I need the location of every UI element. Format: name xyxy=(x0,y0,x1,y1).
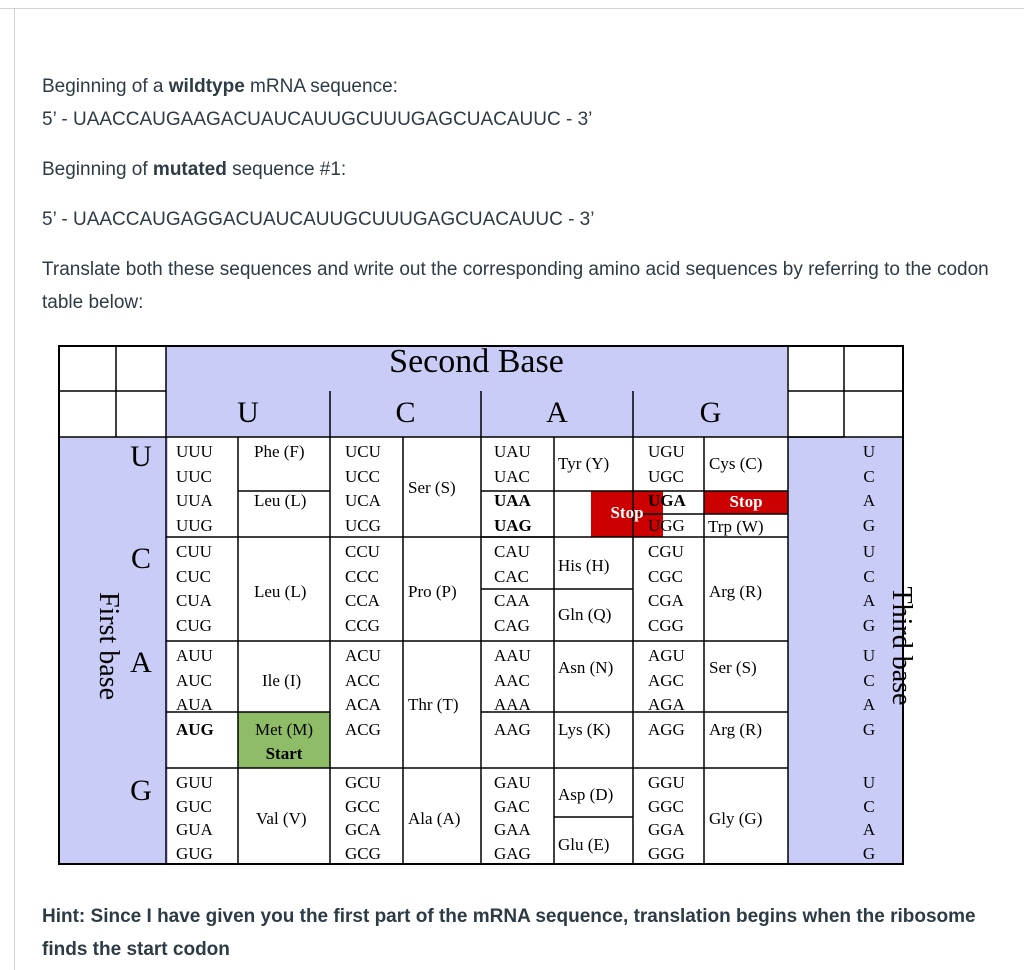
amino-arg1: Arg (R) xyxy=(709,582,763,601)
codon-gcg: GCG xyxy=(345,843,381,863)
third-base-6: A xyxy=(862,591,876,610)
codon-cuc: CUC xyxy=(176,566,211,586)
codon-gaa: GAA xyxy=(494,820,531,839)
third-base-9: C xyxy=(863,670,875,690)
third-base-15: G xyxy=(862,843,876,863)
first-base-a: A xyxy=(130,646,152,679)
codon-uua: UUA xyxy=(176,491,213,510)
codon-acg: ACG xyxy=(345,719,381,739)
amino-tyr: Tyr (Y) xyxy=(558,454,610,473)
codon-gag: GAG xyxy=(494,843,531,863)
codon-table xyxy=(58,343,917,865)
amino-phe: Phe (F) xyxy=(254,442,305,461)
instruction-text: Translate both these sequences and write out the corresponding amino acid sequences by referring to the codon table below: xyxy=(42,259,989,313)
left-divider xyxy=(14,8,15,970)
codon-aau: AAU xyxy=(494,646,531,665)
codon-cca: CCA xyxy=(345,591,380,610)
third-base-14: A xyxy=(862,820,876,839)
wildtype-sequence: 5’ - UAACCAUGAAGACUAUCAUUGCUUUGAGCUACAUUC - 3’ xyxy=(42,109,593,130)
amino-val: Val (V) xyxy=(256,809,307,828)
amino-leu2: Leu (L) xyxy=(254,582,307,601)
codon-cgg: CGG xyxy=(648,615,684,635)
codon-cug: CUG xyxy=(176,615,212,635)
codon-cgc: CGC xyxy=(648,566,683,586)
codon-aaa: AAA xyxy=(494,695,531,714)
amino-ala: Ala (A) xyxy=(408,809,461,828)
third-base-8: U xyxy=(862,646,876,665)
codon-ugu: UGU xyxy=(648,442,685,461)
codon-aga: AGA xyxy=(648,695,685,714)
start-label: Start xyxy=(265,744,303,763)
stop-label-a: Stop xyxy=(610,503,644,522)
amino-his: His (H) xyxy=(558,556,610,575)
codon-cau: CAU xyxy=(494,542,530,561)
codon-agu: AGU xyxy=(648,646,685,665)
third-base-4: U xyxy=(862,542,876,561)
codon-acc: ACC xyxy=(345,670,380,690)
second-base-a: A xyxy=(546,396,568,429)
third-base-12: U xyxy=(862,773,876,792)
codon-gac: GAC xyxy=(494,796,530,816)
codon-gga: GGA xyxy=(648,820,685,839)
amino-lys: Lys (K) xyxy=(558,720,611,739)
first-base-c: C xyxy=(130,542,151,575)
first-base-title: First base xyxy=(93,591,124,701)
amino-met: Met (M) xyxy=(254,720,314,739)
second-base-c: C xyxy=(395,396,416,429)
codon-uga: UGA xyxy=(648,491,686,510)
codon-uuu: UUU xyxy=(176,442,213,461)
codon-ucu: UCU xyxy=(345,442,381,461)
amino-leu1: Leu (L) xyxy=(254,491,307,510)
first-base-u: U xyxy=(130,440,152,473)
codon-uag: UAG xyxy=(494,515,532,535)
third-base-11: G xyxy=(862,719,876,739)
wildtype-block: Beginning of a wildtype mRNA sequence: 5’ - UAACCAUGAAGACUAUCAUUGCUUUGAGCUACAUUC - 3’ xyxy=(42,70,592,136)
codon-cua: CUA xyxy=(176,591,212,610)
amino-cys: Cys (C) xyxy=(709,454,763,473)
amino-glu: Glu (E) xyxy=(558,835,610,854)
codon-aua: AUA xyxy=(176,695,213,714)
codon-auc: AUC xyxy=(176,670,212,690)
amino-asp: Asp (D) xyxy=(558,785,614,804)
codon-ggc: GGC xyxy=(648,796,684,816)
third-base-10: A xyxy=(862,695,876,714)
codon-gua: GUA xyxy=(176,820,213,839)
amino-gln: Gln (Q) xyxy=(558,605,612,624)
codon-uca: UCA xyxy=(345,491,381,510)
codon-cac: CAC xyxy=(494,566,529,586)
codon-guc: GUC xyxy=(176,796,212,816)
codon-ggu: GGU xyxy=(648,773,685,792)
codon-gcc: GCC xyxy=(345,796,380,816)
third-base-1: C xyxy=(863,466,875,486)
third-base-5: C xyxy=(863,566,875,586)
stop-label-g: Stop xyxy=(729,492,763,511)
codon-ucc: UCC xyxy=(345,466,380,486)
second-base-g: G xyxy=(699,396,722,429)
codon-ccc: CCC xyxy=(345,566,380,586)
codon-agc: AGC xyxy=(648,670,684,690)
codon-auu: AUU xyxy=(176,646,213,665)
third-base-13: C xyxy=(863,796,875,816)
codon-uug: UUG xyxy=(176,515,213,535)
codon-ugc: UGC xyxy=(648,466,684,486)
codon-aac: AAC xyxy=(494,670,530,690)
amino-thr: Thr (T) xyxy=(408,695,459,714)
codon-uac: UAC xyxy=(494,466,530,486)
second-base-title: Second Base xyxy=(389,343,564,380)
third-base-7: G xyxy=(862,615,876,635)
codon-cag: CAG xyxy=(494,615,530,635)
codon-agg: AGG xyxy=(648,719,685,739)
codon-gug: GUG xyxy=(176,843,213,863)
codon-guu: GUU xyxy=(176,773,213,792)
codon-ucg: UCG xyxy=(345,515,381,535)
codon-ccu: CCU xyxy=(345,542,380,561)
third-base-title: Third base xyxy=(886,586,917,706)
codon-cgu: CGU xyxy=(648,542,684,561)
codon-gcu: GCU xyxy=(345,773,381,792)
third-base-0: U xyxy=(862,442,876,461)
codon-cga: CGA xyxy=(648,591,684,610)
codon-uaa: UAA xyxy=(494,491,531,510)
codon-cuu: CUU xyxy=(176,542,212,561)
codon-gau: GAU xyxy=(494,773,531,792)
first-base-g: G xyxy=(130,774,152,807)
codon-gca: GCA xyxy=(345,820,381,839)
amino-gly: Gly (G) xyxy=(709,809,763,828)
codon-acu: ACU xyxy=(345,646,381,665)
amino-ser2: Ser (S) xyxy=(709,658,757,677)
codon-aag: AAG xyxy=(494,719,531,739)
codon-ugg: UGG xyxy=(648,515,685,535)
codon-uau: UAU xyxy=(494,442,531,461)
third-base-3: G xyxy=(862,515,876,535)
codon-aug: AUG xyxy=(176,719,214,739)
amino-ser1: Ser (S) xyxy=(408,478,456,497)
third-base-2: A xyxy=(862,491,876,510)
amino-arg2: Arg (R) xyxy=(709,720,763,739)
codon-ggg: GGG xyxy=(648,843,685,863)
amino-asn: Asn (N) xyxy=(558,658,614,677)
mutated-sequence: 5’ - UAACCAUGAGGACUAUCAUUGCUUUGAGCUACAUUC - 3’ xyxy=(42,209,595,230)
codon-caa: CAA xyxy=(494,591,530,610)
amino-pro: Pro (P) xyxy=(408,582,457,601)
mutated-label: Beginning of mutated sequence #1: xyxy=(42,159,347,180)
codon-ccg: CCG xyxy=(345,615,380,635)
hint-text: Hint: Since I have given you the first part of the mRNA sequence, translation begins when the ribosome finds the start codon xyxy=(42,906,976,960)
top-divider xyxy=(0,8,1024,9)
codon-uuc: UUC xyxy=(176,466,212,486)
amino-trp: Trp (W) xyxy=(708,517,764,536)
amino-ile: Ile (I) xyxy=(262,671,302,690)
second-base-u: U xyxy=(237,396,259,429)
codon-aca: ACA xyxy=(345,695,381,714)
